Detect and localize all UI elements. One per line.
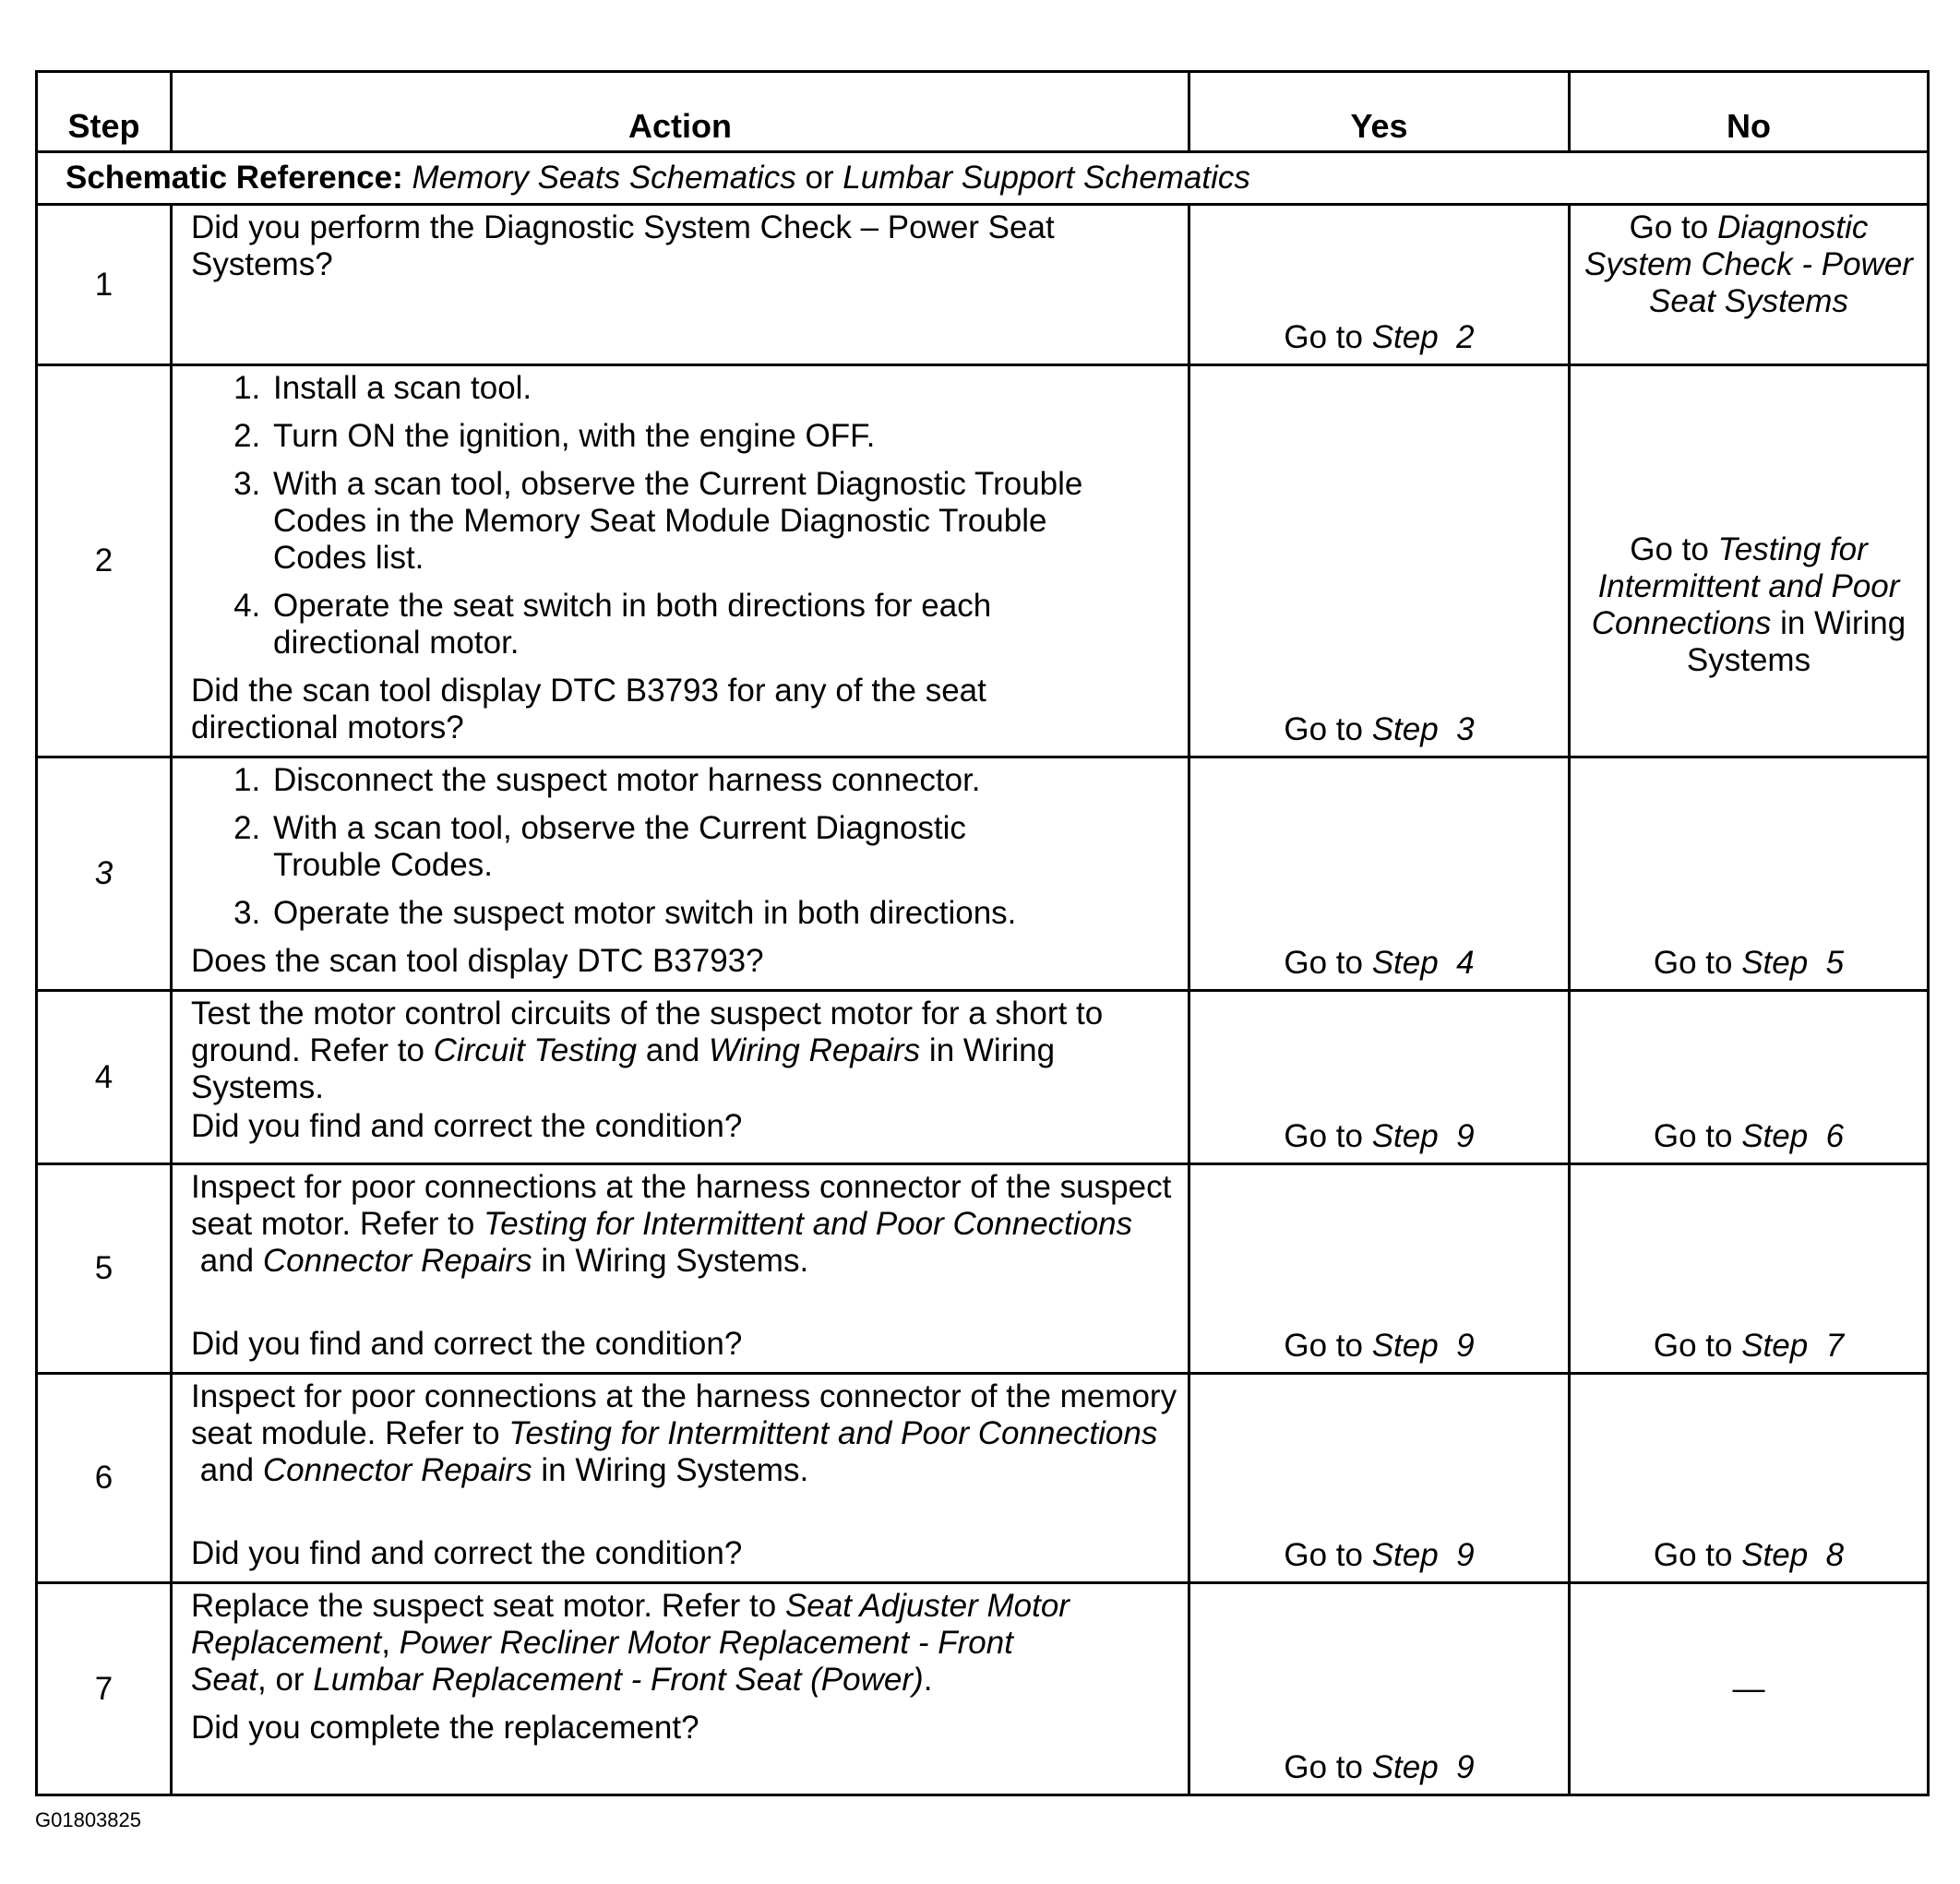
step-ref-number: 2 (1456, 319, 1475, 355)
go-to-text: Go to (1653, 1328, 1742, 1364)
action-text: Test the motor control circuits of the suspect motor for a short to ground. Refer to (191, 996, 1104, 1068)
action-text: Inspect for poor connections at the harness connector of the memory seat module. Refer to (191, 1378, 1177, 1451)
go-to-text: Go to (1284, 711, 1372, 747)
action-cell (172, 365, 1189, 757)
action-reference: Seat Adjuster Motor Replacement (191, 1588, 1070, 1661)
action-text: and (191, 1243, 263, 1279)
step-number: 1 (37, 205, 172, 365)
go-to-text: Go to (1284, 1118, 1372, 1154)
go-to-text: Go to (1284, 1749, 1372, 1785)
action-reference: Testing for Intermittent and Poor Connections (508, 1415, 1158, 1451)
header-row (37, 72, 1929, 152)
no-reference: Testing for Intermittent and Poor Connections (1591, 531, 1900, 641)
action-question: Did you find and correct the condition? (191, 1535, 743, 1571)
step-ref: Step (1371, 945, 1439, 981)
step-number: 4 (37, 991, 172, 1164)
no-cell (1570, 1583, 1929, 1795)
figure-id: G01803825 (35, 1808, 141, 1831)
action-step-item: 1. Disconnect the suspect motor harness connector. (269, 762, 1132, 799)
action-step-item: 3. Operate the suspect motor switch in both directions. (269, 895, 1132, 932)
step-ref-number: 4 (1456, 945, 1475, 981)
header-no: No (1570, 72, 1929, 152)
table-row (37, 1164, 1929, 1374)
action-question: Does the scan tool display DTC B3793? (191, 943, 764, 979)
go-to-text: Go to (1284, 319, 1372, 355)
no-cell (1570, 1164, 1929, 1374)
go-to-text: Go to (1284, 1537, 1372, 1573)
diagnostic-table (35, 70, 1930, 1796)
header-step: Step (37, 72, 172, 152)
action-text: and (637, 1032, 709, 1068)
step-ref: Step (1741, 1537, 1809, 1573)
no-cell (1570, 991, 1929, 1164)
no-reference: Diagnostic System Check - Power Seat Systems (1584, 209, 1913, 319)
action-cell (172, 757, 1189, 991)
header-yes: Yes (1189, 72, 1570, 152)
no-cell (1570, 205, 1929, 365)
action-text: in Wiring Systems. (532, 1452, 809, 1488)
schematic-label: Schematic Reference: (66, 160, 403, 196)
action-reference: Lumbar Replacement - Front Seat (Power) (313, 1662, 924, 1698)
action-text: . (923, 1662, 933, 1698)
step-ref-number: 6 (1825, 1118, 1845, 1154)
step-ref-number: 7 (1825, 1328, 1845, 1364)
action-reference: Power Recliner Motor Replacement - Front Seat (191, 1625, 1013, 1698)
action-text: Replace the suspect seat motor. Refer to (191, 1588, 785, 1624)
step-ref: Step (1371, 1749, 1439, 1785)
step-ref-number: 8 (1825, 1537, 1845, 1573)
action-text: Inspect for poor connections at the harness connector of the suspect seat motor. Refer to (191, 1169, 1172, 1242)
step-number: 6 (37, 1374, 172, 1583)
schematic-reference-row (37, 152, 1929, 205)
action-reference: Circuit Testing (433, 1032, 638, 1068)
action-steps (191, 370, 1132, 662)
go-to-text: Go to (1629, 209, 1717, 245)
table-row (37, 365, 1929, 757)
step-ref: Step (1741, 1328, 1809, 1364)
schematic-ref-lumbar: Lumbar Support Schematics (843, 160, 1250, 196)
step-number: 5 (37, 1164, 172, 1374)
action-question: Did the scan tool display DTC B3793 for any of the seat directional motors? (191, 673, 986, 745)
action-text: , or (257, 1662, 314, 1698)
no-cell (1570, 757, 1929, 991)
action-question: Did you find and correct the condition? (191, 1326, 743, 1362)
no-cell (1570, 365, 1929, 757)
yes-cell (1189, 991, 1570, 1164)
go-to-text: Go to (1653, 1537, 1742, 1573)
action-text: in Wiring Systems. (191, 1032, 1056, 1105)
no-dash: — (1732, 1670, 1765, 1707)
go-to-text: Go to (1284, 945, 1372, 981)
step-ref: Step (1371, 1537, 1439, 1573)
action-step-item: 4. Operate the seat switch in both directions for each directional motor. (269, 588, 1132, 662)
yes-cell (1189, 1583, 1570, 1795)
schematic-ref-memory-seats: Memory Seats Schematics (412, 160, 796, 196)
step-number: 2 (37, 365, 172, 757)
step-ref-number: 9 (1456, 1537, 1475, 1573)
step-ref: Step (1741, 945, 1809, 981)
go-to-text: Go to (1630, 531, 1718, 567)
step-ref: Step (1371, 319, 1439, 355)
action-cell (172, 1583, 1189, 1795)
action-step-item: 1. Install a scan tool. (269, 370, 1132, 407)
step-ref-number: 5 (1825, 945, 1845, 981)
go-to-text: Go to (1653, 1118, 1742, 1154)
go-to-text: Go to (1284, 1328, 1372, 1364)
table-row (37, 1583, 1929, 1795)
yes-cell (1189, 365, 1570, 757)
table-row (37, 991, 1929, 1164)
spacer (191, 1489, 1178, 1533)
action-cell (172, 1164, 1189, 1374)
table-row (37, 205, 1929, 365)
step-ref: Step (1371, 1118, 1439, 1154)
step-ref: Step (1371, 711, 1439, 747)
step-ref-number: 9 (1456, 1118, 1475, 1154)
schematic-or: or (795, 160, 843, 196)
schematic-reference (37, 152, 1929, 205)
step-number: 7 (37, 1583, 172, 1795)
go-to-text: Go to (1653, 945, 1742, 981)
action-question: Did you perform the Diagnostic System Check – Power Seat Systems? (191, 209, 1055, 282)
spacer (191, 1280, 1178, 1324)
step-ref-number: 9 (1456, 1328, 1475, 1364)
action-reference: Connector Repairs (262, 1452, 532, 1488)
action-text: , (381, 1625, 400, 1661)
no-reference-suffix: in Wiring Systems (1686, 605, 1915, 678)
step-number: 3 (37, 757, 172, 991)
no-cell (1570, 1374, 1929, 1583)
action-step-item: 2. With a scan tool, observe the Current Diagnostic Trouble Codes. (269, 810, 1132, 884)
step-ref-number: 9 (1456, 1749, 1475, 1785)
action-cell (172, 205, 1189, 365)
action-step-item: 2. Turn ON the ignition, with the engine OFF. (269, 418, 1132, 455)
action-question: Did you complete the replacement? (191, 1710, 699, 1746)
yes-cell (1189, 757, 1570, 991)
action-text: in Wiring Systems. (532, 1243, 809, 1279)
action-step-item: 3. With a scan tool, observe the Current Diagnostic Trouble Codes in the Memory Seat Module Diagnostic Trouble Codes list. (269, 466, 1132, 577)
table-row (37, 1374, 1929, 1583)
step-ref: Step (1741, 1118, 1809, 1154)
action-text: and (191, 1452, 263, 1488)
header-action: Action (172, 72, 1189, 152)
action-steps (191, 762, 1132, 932)
yes-cell (1189, 1164, 1570, 1374)
action-reference: Connector Repairs (262, 1243, 532, 1279)
action-reference: Testing for Intermittent and Poor Connections (484, 1206, 1133, 1242)
action-cell (172, 991, 1189, 1164)
action-question: Did you find and correct the condition? (191, 1108, 743, 1144)
yes-cell (1189, 205, 1570, 365)
table-row (37, 757, 1929, 991)
action-cell (172, 1374, 1189, 1583)
step-ref-number: 3 (1456, 711, 1475, 747)
step-ref: Step (1371, 1328, 1439, 1364)
yes-cell (1189, 1374, 1570, 1583)
action-reference: Wiring Repairs (708, 1032, 921, 1068)
